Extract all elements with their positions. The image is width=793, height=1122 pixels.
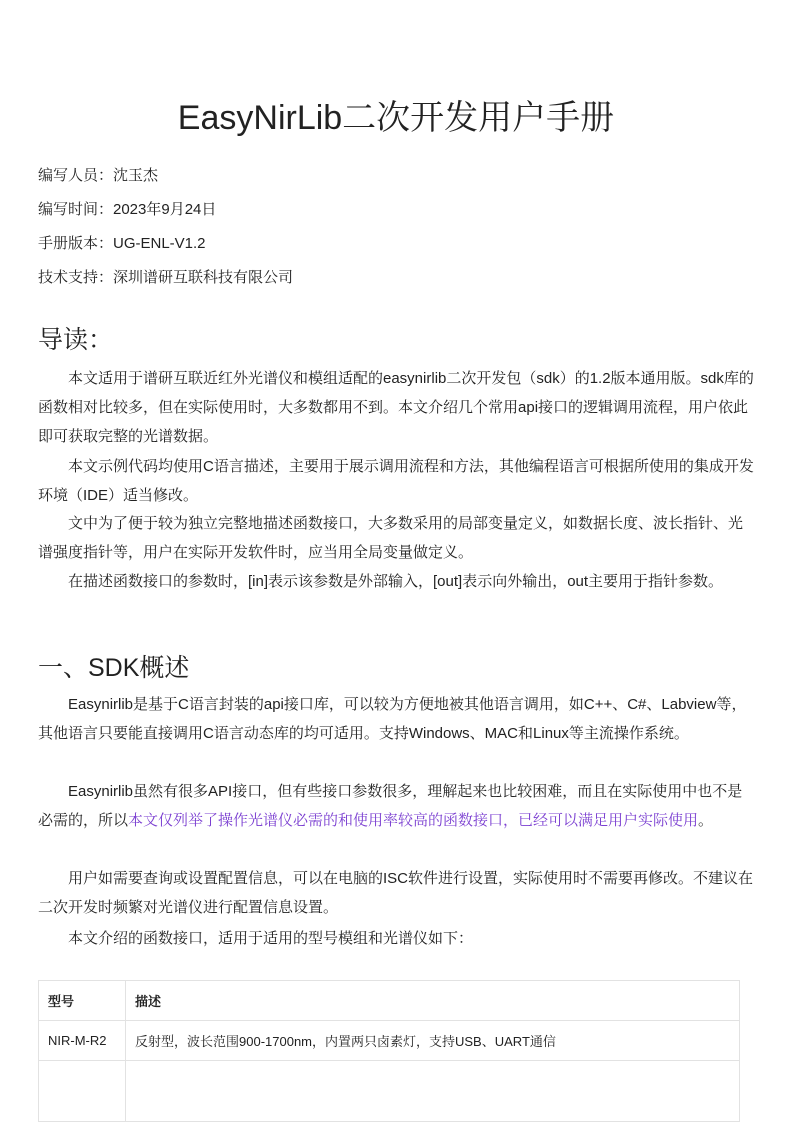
meta-author: 编写人员：沈玉杰 <box>38 167 159 184</box>
model-table <box>38 980 740 1122</box>
table-row <box>39 1061 740 1122</box>
intro-paragraph: 文中为了便于较为独立完整地描述函数接口，大多数采用的局部变量定义，如数据长度、波长指针、光谱强度指针等，用户在实际开发软件时，应当用全局变量做定义。 <box>38 515 744 561</box>
meta-support: 技术支持：深圳谱研互联科技有限公司 <box>38 269 294 286</box>
table-header-row <box>39 981 740 1021</box>
intro-paragraph: 本文示例代码均使用C语言描述，主要用于展示调用流程和方法，其他编程语言可根据所使用的集成开发环境（IDE）适当修改。 <box>38 458 754 504</box>
cell-model: NIR-M-R2 <box>39 1021 126 1061</box>
sdk-text: Easynirlib虽然有很多API接口，但有些接口参数很多，理解起来也比较困难，而且在实际使用中也不是必需的，所以 <box>38 783 743 829</box>
intro-paragraph: 本文适用于谱研互联近红外光谱仪和模组适配的easynirlib二次开发包（sdk）的1.2版本通用版。sdk库的函数相对比较多，但在实际使用时，大多数都用不到。本文介绍几个常用api接口的逻辑调用流程，用户依此即可获取完整的光谱数据。 <box>38 370 754 445</box>
document-title: EasyNirLib二次开发用户手册 <box>177 99 615 137</box>
sdk-heading: 一、SDK概述 <box>38 654 190 682</box>
sdk-paragraph <box>38 777 754 835</box>
table-row <box>39 1021 740 1061</box>
cell-description <box>126 1061 740 1122</box>
meta-date: 编写时间：2023年9月24日 <box>38 201 217 218</box>
highlighted-text: 本文仅列举了操作光谱仪必需的和使用率较高的函数接口，已经可以满足用户实际使用 <box>128 812 699 829</box>
intro-paragraph: 在描述函数接口的参数时，[in]表示该参数是外部输入，[out]表示向外输出，out主要用于指针参数。 <box>68 573 724 590</box>
sdk-paragraph: 本文介绍的函数接口，适用于适用的型号模组和光谱仪如下： <box>68 930 474 947</box>
header-description: 描述 <box>126 981 740 1021</box>
cell-model <box>39 1061 126 1122</box>
sdk-paragraph: 用户如需要查询或设置配置信息，可以在电脑的ISC软件进行设置，实际使用时不需要再修改。不建议在二次开发时频繁对光谱仪进行配置信息设置。 <box>38 870 754 916</box>
sdk-paragraph: Easynirlib是基于C语言封装的api接口库，可以较为方便地被其他语言调用，如C++、C#、Labview等，其他语言只要能直接调用C语言动态库的均可适用。支持Windows、MAC和Linux等主流操作系统。 <box>38 696 747 742</box>
intro-heading: 导读： <box>38 326 114 354</box>
meta-version: 手册版本：UG-ENL-V1.2 <box>38 235 206 252</box>
header-model: 型号 <box>39 981 126 1021</box>
sdk-text: 。 <box>698 812 714 829</box>
cell-description: 反射型，波长范围900-1700nm，内置两只卤素灯，支持USB、UART通信 <box>126 1021 740 1061</box>
